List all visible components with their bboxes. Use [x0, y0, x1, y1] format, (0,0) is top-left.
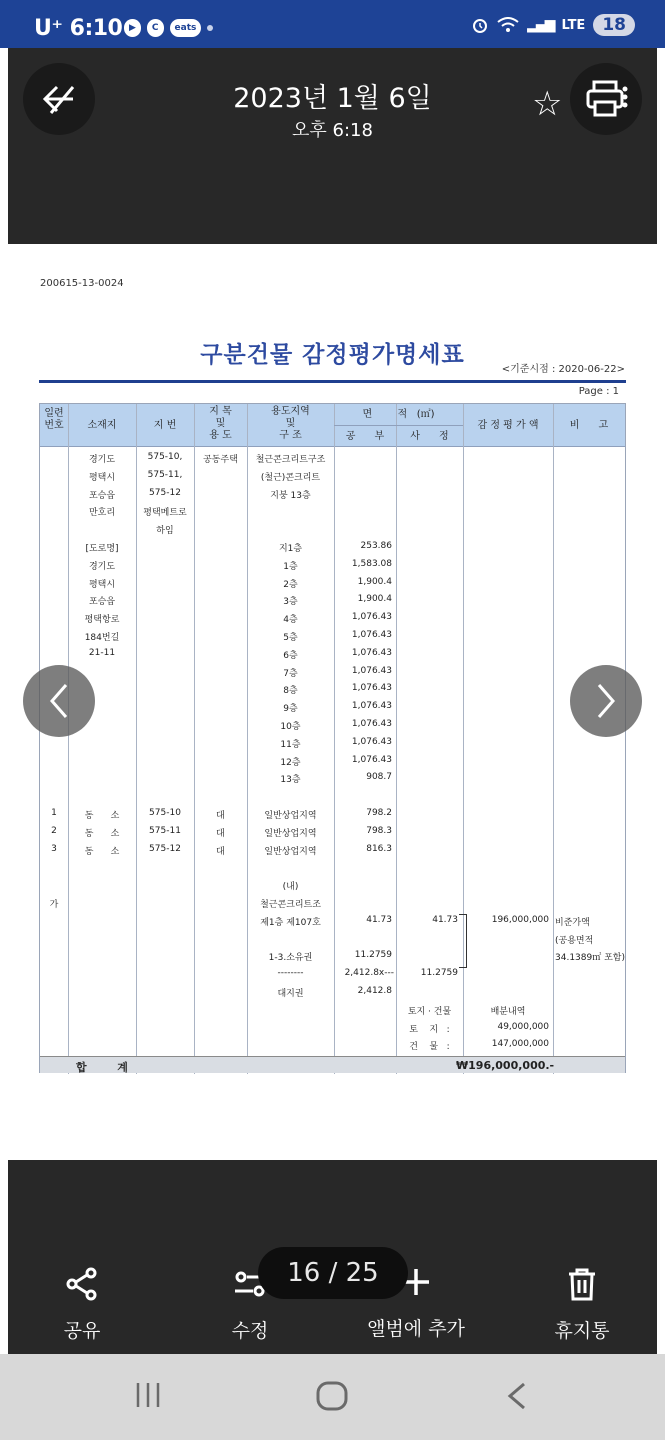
- chevron-left-icon: [44, 681, 74, 721]
- lot-line: 575-12: [149, 487, 181, 498]
- floor-label: 8층: [283, 686, 298, 697]
- trash-button[interactable]: [522, 1266, 642, 1343]
- document-id: 200615-13-0024: [40, 278, 124, 289]
- share-icon: [64, 1266, 100, 1302]
- location-line: 포승읍: [88, 490, 116, 501]
- lot-line: 평택메트로: [143, 508, 187, 519]
- floor-area: 1,076.43: [351, 701, 392, 712]
- structure-line: 지붕 13층: [270, 490, 311, 501]
- land-location: 동 소: [84, 846, 120, 857]
- location-line: 경기도: [88, 455, 116, 465]
- land-area: 798.3: [366, 825, 392, 836]
- status-right: [471, 14, 635, 36]
- previous-image-button[interactable]: [23, 665, 95, 737]
- floor-label: 지1층: [278, 544, 303, 554]
- trash-icon: [564, 1266, 600, 1302]
- land-category: 대: [216, 828, 225, 839]
- header-appraisal: 감 정 평 가 액: [477, 420, 539, 431]
- floor-area: 1,583.08: [351, 558, 392, 569]
- document-title: 구분건물 감정평가명세표: [200, 342, 465, 368]
- floor-area: 908.7: [366, 772, 392, 783]
- allocation-label: 토지 · 건물: [407, 1006, 452, 1017]
- notification-icons: [124, 19, 213, 37]
- unit-remark: (공용면적: [555, 935, 594, 946]
- floor-label: 1층: [283, 561, 298, 572]
- unit-structure: 철근콘크리트조: [260, 900, 321, 910]
- next-image-button[interactable]: [570, 665, 642, 737]
- lot-line: 575-11,: [147, 469, 183, 480]
- c-app-icon: C: [147, 19, 164, 37]
- floor-label: 3층: [283, 597, 298, 608]
- allocation-land-label: 토 지 :: [409, 1024, 450, 1035]
- floor-label: 13층: [280, 775, 301, 786]
- floor-area: 1,076.43: [351, 630, 392, 640]
- unit-area-actual: 41.73: [432, 914, 458, 925]
- home-button[interactable]: [315, 1380, 349, 1419]
- floor-label: 4층: [283, 615, 298, 626]
- header-lot: 지 번: [153, 420, 177, 431]
- land-lot: 575-11: [149, 825, 181, 836]
- floor-label: 6층: [283, 650, 298, 661]
- home-icon: [315, 1380, 349, 1412]
- floor-label: 7층: [283, 668, 298, 679]
- land-zoning: 일반상업지역: [264, 846, 317, 857]
- floor-label: 5층: [283, 633, 298, 643]
- structure-line: 철근콘크리트구조: [255, 455, 326, 465]
- printer-icon: [584, 79, 628, 119]
- appraisal-table: [39, 403, 626, 1073]
- location-line: [도로명]: [85, 544, 119, 554]
- header-location: 소재지: [87, 420, 117, 431]
- total-value: ₩196,000,000.-: [456, 1059, 555, 1072]
- allocation-building-value: 147,000,000: [491, 1039, 549, 1050]
- location-line: 평택항로: [84, 615, 120, 626]
- land-category: 대: [216, 846, 225, 857]
- land-serial: 3: [51, 843, 57, 854]
- floor-label: 9층: [283, 704, 298, 715]
- floor-area: 1,076.43: [351, 719, 392, 729]
- bracket-mark: [459, 914, 467, 968]
- unit-remark: 비준가액: [555, 917, 590, 928]
- signal-icon: ▂▄▆: [527, 17, 554, 33]
- floor-label: 10층: [280, 722, 301, 732]
- location-line: 포승읍: [88, 597, 116, 608]
- star-outline-icon[interactable]: ☆: [532, 84, 563, 124]
- total-row: [40, 1056, 625, 1073]
- action-bar: [8, 1160, 657, 1354]
- coupang-eats-icon: eats: [170, 19, 202, 37]
- land-area: 816.3: [366, 843, 392, 854]
- back-nav-button[interactable]: [502, 1380, 532, 1419]
- youtube-icon: ▶: [124, 19, 141, 37]
- land-area: 798.2: [366, 808, 392, 818]
- print-button[interactable]: [570, 63, 642, 135]
- floor-area: 253.86: [360, 541, 392, 551]
- share-button[interactable]: [22, 1266, 142, 1343]
- recent-apps-button[interactable]: [133, 1380, 163, 1417]
- floor-area: 1,076.43: [351, 683, 392, 694]
- location-line: 184번길: [84, 633, 120, 643]
- floor-area: 1,076.43: [351, 665, 392, 676]
- floor-label: 2층: [283, 579, 298, 590]
- land-right-label: 대지권: [277, 989, 304, 999]
- share-label: 1-3.소유권: [268, 953, 313, 964]
- chevron-right-icon: [591, 681, 621, 721]
- share-dashes: --------: [277, 968, 304, 979]
- location-line: 평택시: [88, 472, 116, 483]
- title-rule: [39, 380, 626, 383]
- photo-date: 2023년 1월 6일: [233, 83, 432, 114]
- category-cell: 공동주택: [203, 455, 238, 465]
- viewer-header: [8, 48, 657, 244]
- base-date: <기준시점 : 2020-06-22>: [501, 364, 625, 375]
- wifi-icon: [497, 17, 519, 33]
- header-category: 지 목 및 용 도: [209, 406, 232, 441]
- photo-time: 오후 6:18: [292, 120, 373, 141]
- page-number: Page : 1: [578, 386, 619, 397]
- network-type: LTE: [561, 17, 586, 33]
- status-bar: [0, 0, 665, 48]
- lot-line: 하임: [156, 526, 174, 537]
- header-area: 면 적 (㎡): [362, 409, 435, 420]
- allocation-land-value: 49,000,000: [497, 1021, 549, 1032]
- header-zoning: 용도지역 및 구 조: [271, 406, 310, 441]
- unit-name: 제1층 제107호: [260, 917, 321, 928]
- unit-appraisal: 196,000,000: [491, 914, 549, 925]
- location-line: 21-11: [88, 647, 116, 658]
- floor-label: 12층: [280, 757, 301, 768]
- land-zoning: 일반상업지역: [264, 811, 317, 821]
- carrier-clock: U⁺ 6:10: [34, 16, 123, 41]
- share-public: 11.2759: [354, 950, 392, 961]
- location-line: 만호리: [88, 508, 116, 519]
- floor-area: 1,076.43: [351, 612, 392, 623]
- back-chevron-icon: [502, 1380, 532, 1412]
- lot-line: 575-10,: [147, 452, 183, 462]
- header-area-public: 공 부: [345, 431, 385, 442]
- land-lot: 575-12: [149, 843, 181, 854]
- add-to-album-label: 앨범에 추가: [367, 1318, 465, 1340]
- share-actual: 11.2759: [420, 968, 458, 979]
- unit-area-public: 41.73: [366, 914, 392, 925]
- land-right-area: 2,412.8: [357, 986, 392, 996]
- battery-level: 18: [593, 14, 635, 36]
- floor-label: 11층: [280, 739, 301, 750]
- allocation-header: 배분내역: [490, 1006, 526, 1017]
- unit-remark: 34.1389㎡ 포함): [555, 953, 625, 964]
- more-dot-icon: [207, 25, 213, 31]
- location-line: 경기도: [88, 561, 116, 572]
- share-label: 공유: [63, 1320, 101, 1342]
- image-counter: 16 / 25: [258, 1247, 408, 1299]
- floor-area: 1,900.4: [357, 594, 392, 605]
- share-calc: 2,412.8x---: [344, 968, 394, 979]
- land-location: 동 소: [84, 811, 120, 821]
- land-zoning: 일반상업지역: [264, 828, 317, 839]
- floor-area: 1,900.4: [357, 576, 392, 587]
- system-nav-bar: [0, 1354, 665, 1440]
- alarm-icon: [471, 16, 489, 34]
- floor-area: 1,076.43: [351, 647, 392, 658]
- land-lot: 575-10: [149, 808, 181, 818]
- floor-area: 1,076.43: [351, 754, 392, 765]
- header-remarks: 비 고: [569, 420, 609, 431]
- land-location: 동 소: [84, 828, 120, 839]
- document-image[interactable]: [8, 244, 657, 1160]
- land-serial: 2: [51, 825, 57, 836]
- total-label: 합 계: [76, 1061, 128, 1074]
- structure-line: (철근)콘크리트: [260, 472, 321, 483]
- trash-label: 휴지통: [554, 1320, 610, 1342]
- edit-label: 수정: [231, 1320, 269, 1342]
- allocation-building-label: 건 물 :: [409, 1042, 450, 1053]
- floor-area: 1,076.43: [351, 736, 392, 747]
- unit-serial: 가: [49, 900, 59, 910]
- recent-apps-icon: [133, 1380, 163, 1410]
- header-area-actual: 사 정: [410, 431, 449, 442]
- land-category: 대: [216, 811, 225, 821]
- land-serial: 1: [51, 808, 57, 818]
- unit-inner: (내): [282, 882, 299, 893]
- location-line: 평택시: [88, 579, 116, 590]
- header-serial: 일련 번호: [44, 408, 64, 431]
